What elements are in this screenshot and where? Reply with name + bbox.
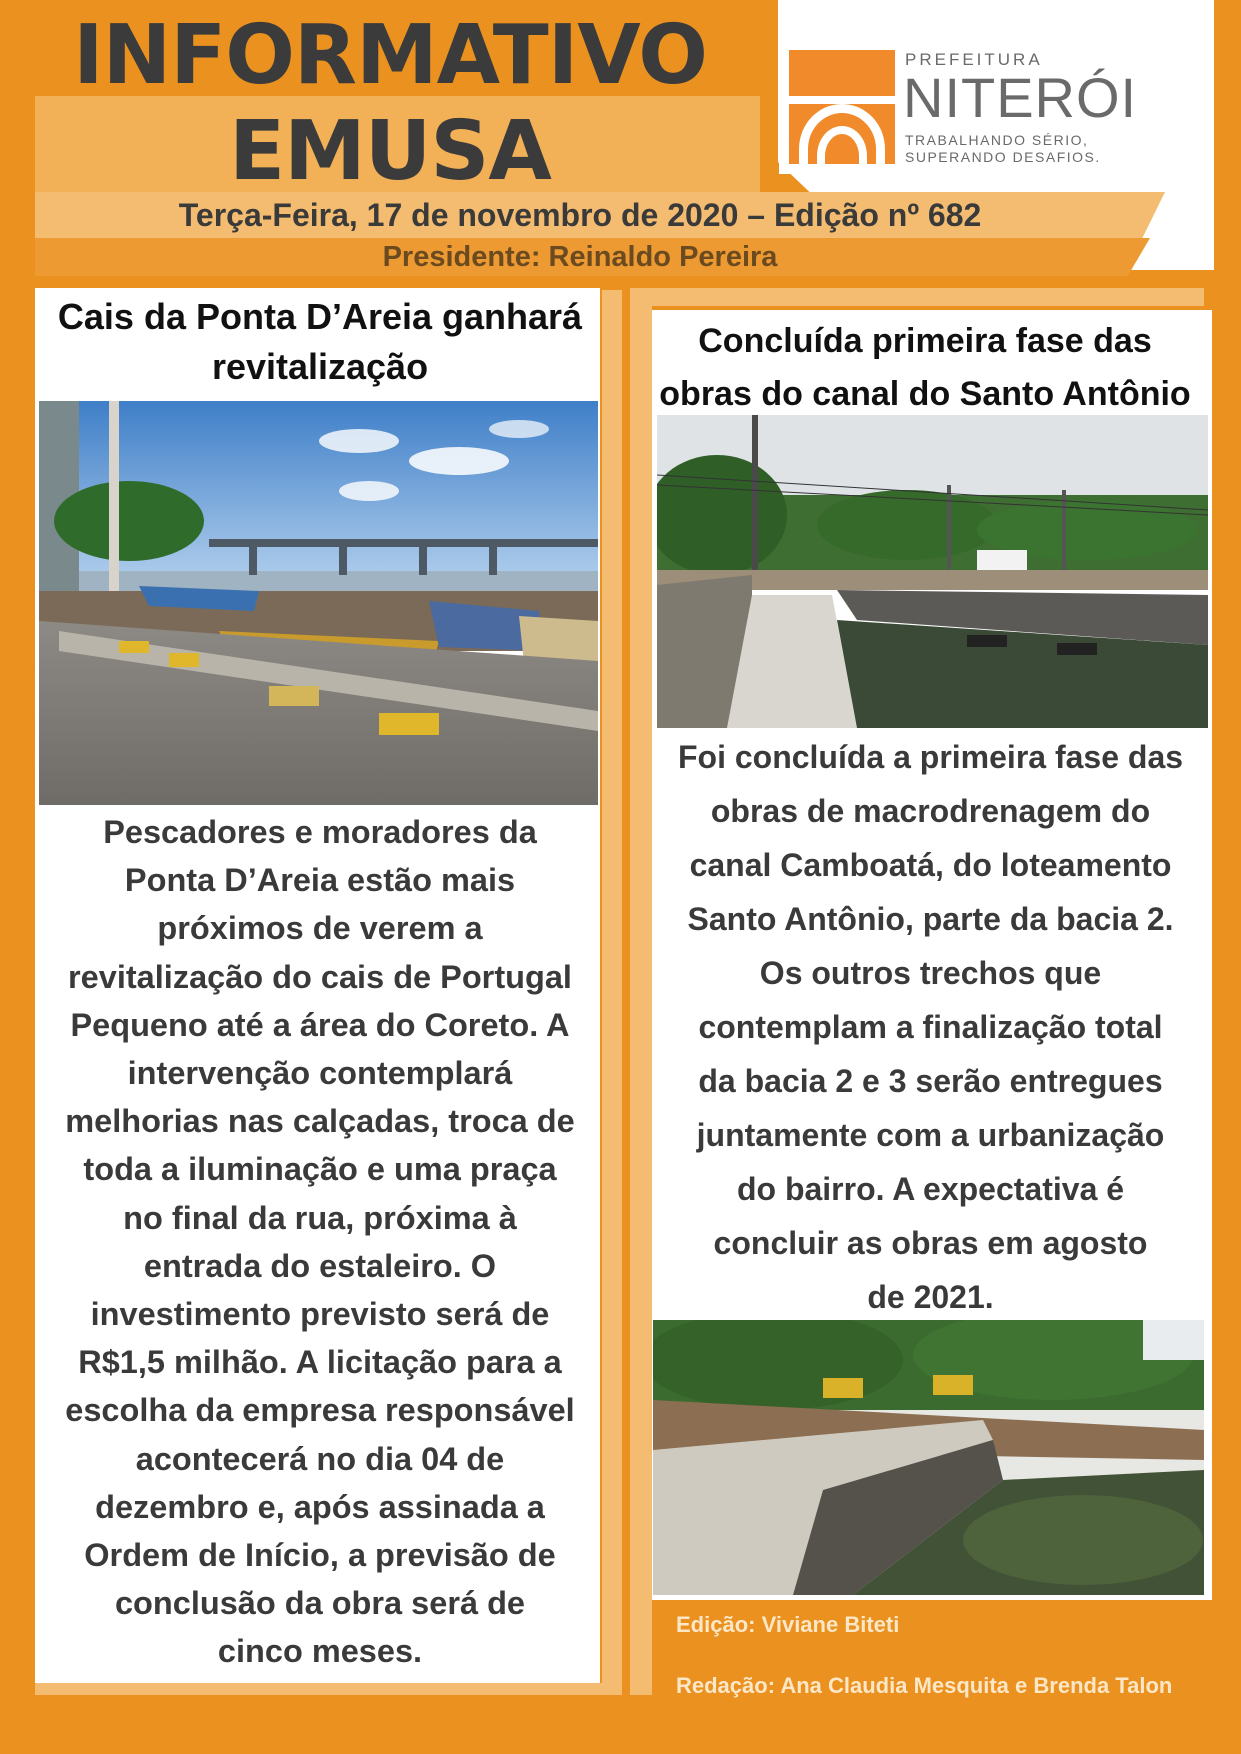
article-1-line: cinco meses.	[217, 1633, 423, 1670]
article-2-line: Os outros trechos que	[759, 955, 1102, 991]
logo-prefix: PREFEITURA	[905, 50, 1043, 69]
article-2-line: Foi concluída a primeira fase das	[677, 739, 1184, 775]
article-1-line: acontecerá no dia 04 de	[135, 1440, 505, 1477]
photo-pier-ponta-dareia	[39, 401, 598, 805]
left-column-bottom-stripe	[35, 1683, 622, 1695]
article-1-line: escolha da empresa responsável	[65, 1392, 575, 1429]
logo-city: NITERÓI	[903, 66, 1138, 129]
article-2-line: Santo Antônio, parte da bacia 2.	[687, 901, 1174, 937]
article-2-line: canal Camboatá, do loteamento	[689, 847, 1172, 883]
article-1-line: Pescadores e moradores da	[103, 814, 537, 850]
article-1-line: no final da rua, próxima à	[123, 1199, 517, 1236]
article-1-body	[40, 808, 600, 1676]
article-1-line: dezembro e, após assinada a	[95, 1488, 545, 1525]
article-2-line: obras de macrodrenagem do	[710, 793, 1151, 829]
logo-slogan-line-1: TRABALHANDO SÉRIO,	[905, 132, 1089, 148]
article-1-line: melhorias nas calçadas, troca de	[65, 1103, 575, 1140]
logo-slogan	[905, 132, 1101, 166]
article-1-line: Pequeno até a área do Coreto. A	[70, 1006, 570, 1043]
date-edition: Terça-Feira, 17 de novembro de 2020 – Edição nº 682	[178, 197, 982, 233]
credit-edition: Edição: Viviane Biteti	[676, 1612, 900, 1637]
article-2-line: contemplam a finalização total	[698, 1009, 1163, 1045]
photo-canal-santo-antonio	[657, 415, 1208, 728]
article-1-line: investimento previsto será de	[90, 1296, 550, 1333]
title-line-2: EMUSA	[229, 104, 551, 199]
article-1-headline	[40, 292, 600, 392]
credit-writing: Redação: Ana Claudia Mesquita e Brenda Talon	[676, 1673, 1173, 1698]
article-2-line: de 2021.	[867, 1279, 994, 1315]
article-2-line: do bairro. A expectativa é	[736, 1171, 1125, 1207]
photo-canal-works	[653, 1320, 1204, 1595]
logo-slogan-line-2: SUPERANDO DESAFIOS.	[905, 149, 1101, 165]
article-1-line: Ponta D’Areia estão mais	[124, 862, 516, 899]
president: Presidente: Reinaldo Pereira	[382, 241, 778, 273]
article-2-headline	[640, 315, 1210, 421]
right-column-top-stripe	[630, 288, 1204, 306]
article-2-headline-line-1: Concluída primeira fase das	[698, 322, 1152, 360]
article-2-line: da bacia 2 e 3 serão entregues	[698, 1063, 1163, 1099]
left-column-stripe	[602, 290, 622, 1695]
prefeitura-niteroi-logo	[779, 40, 1154, 174]
article-2-headline-line-2: obras do canal do Santo Antônio	[659, 375, 1191, 413]
article-1-line: entrada do estaleiro. O	[143, 1247, 497, 1284]
article-1-line: próximos de verem a	[157, 910, 483, 947]
niteroi-emblem-icon	[789, 50, 895, 164]
article-1-line: toda a iluminação e uma praça	[83, 1151, 557, 1188]
title-line-1: INFORMATIVO	[73, 8, 707, 103]
newsletter-title	[40, 8, 740, 200]
article-1-line: Ordem de Início, a previsão de	[84, 1537, 556, 1574]
article-1-headline-line-2: revitalização	[211, 346, 429, 387]
article-1-headline-line-1: Cais da Ponta D’Areia ganhará	[57, 296, 583, 337]
article-2-body	[658, 730, 1203, 1324]
article-1-line: intervenção contemplará	[127, 1055, 513, 1092]
article-2-line: concluir as obras em agosto	[713, 1225, 1148, 1261]
article-1-line: R$1,5 milhão. A licitação para a	[78, 1344, 562, 1381]
article-1-line: conclusão da obra será de	[114, 1585, 525, 1622]
article-1-line: revitalização do cais de Portugal	[68, 958, 572, 995]
right-column-stripe	[630, 290, 652, 1695]
article-2-line: juntamente com a urbanização	[696, 1117, 1165, 1153]
